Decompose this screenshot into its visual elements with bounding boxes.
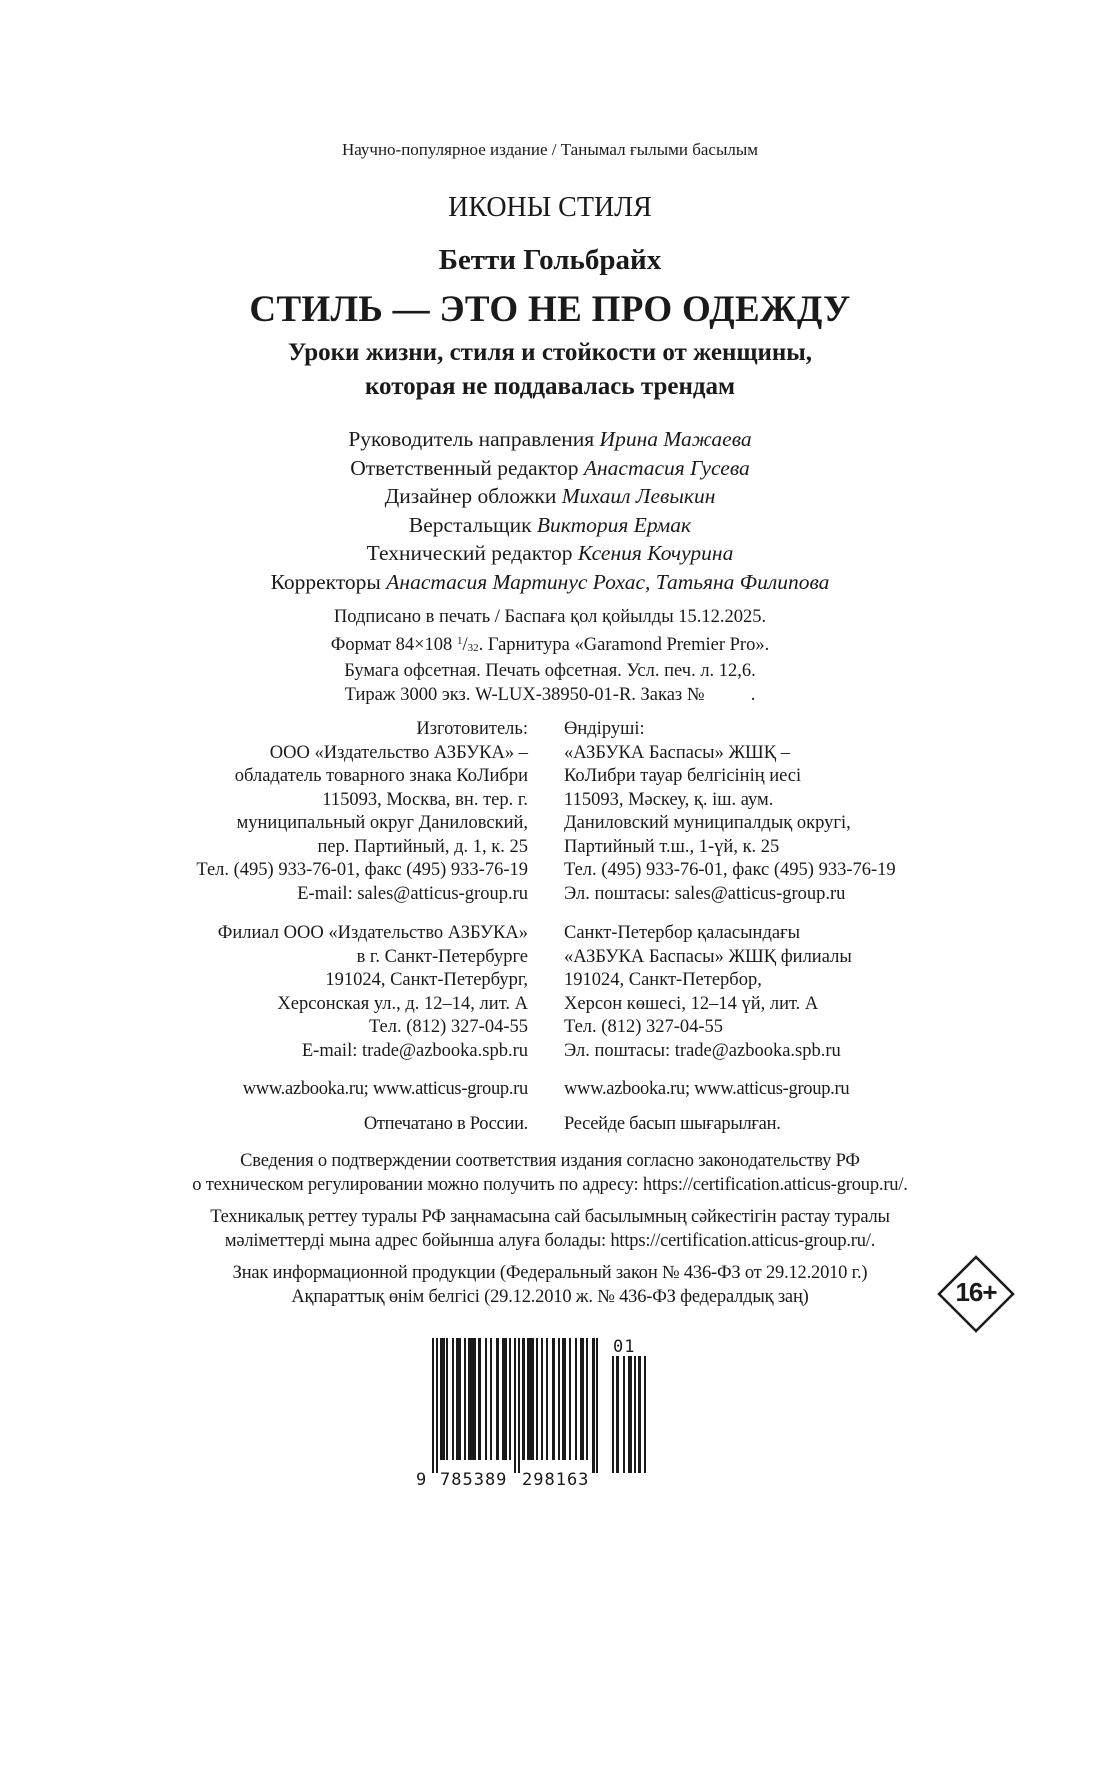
credit-role: Ответственный редактор (350, 455, 579, 480)
format-fraction-numerator: 1 (456, 634, 463, 647)
credit-person: Виктория Ермак (536, 512, 692, 537)
book-title: СТИЛЬ — ЭТО НЕ ПРО ОДЕЖДУ (249, 289, 851, 330)
credit-line (0, 511, 1100, 540)
credit-person: Михаил Левыкин (561, 484, 716, 508)
credits-list (0, 425, 1100, 596)
age-rating-text (0, 1262, 1100, 1309)
credit-line (0, 482, 1100, 511)
manufacturer-kz-line: 115093, Мәскеу, қ. іш. аум. (564, 789, 774, 810)
manufacturer-kz-line: Өндіруші: (564, 719, 645, 739)
manufacturer-ru-line: ООО «Издательство АЗБУКА» – (269, 742, 528, 763)
manufacturer-ru-line: муниципальный округ Даниловский, (236, 813, 528, 833)
paper-line: Бумага офсетная. Печать офсетная. Усл. печ. л. 12,6. (344, 661, 756, 681)
print-run-line: Тираж 3000 экз. W-LUX-38950-01-R. Заказ № . (344, 684, 756, 705)
age-rating-label: 16+ (955, 1277, 997, 1307)
credit-role: Верстальщик (408, 512, 532, 537)
book-subtitle (0, 336, 1100, 404)
age-rating-ru: Знак информационной продукции (Федеральный закон № 436-ФЗ от 29.12.2010 г.) (232, 1263, 868, 1283)
certification-kz-line: мәліметтерді мына адрес бойынша алуға болады: https://certification.atticus-group.ru/. (224, 1230, 876, 1251)
certification-kz-line: Техникалық реттеу туралы РФ заңнамасына сай басылымның сәйкестігін растау туралы (210, 1207, 890, 1227)
credit-line (0, 539, 1100, 568)
age-rating-badge (937, 1255, 1015, 1333)
printed-in-ru: Отпечатано в России. (363, 1114, 528, 1134)
isbn-barcode (416, 1337, 690, 1493)
branch-ru-line: Тел. (812) 327-04-55 (368, 1017, 528, 1037)
manufacturer-ru-line: Изготовитель: (416, 719, 528, 739)
barcode-digits-group2: 298163 (522, 1470, 590, 1490)
manufacturer-ru-email: E-mail: sales@atticus-group.ru (297, 883, 528, 904)
credit-line (0, 454, 1100, 483)
websites-ru: www.azbooka.ru; www.atticus-group.ru (242, 1079, 528, 1099)
branch-ru (218, 922, 528, 1063)
age-rating-kz: Ақпараттық өнім белгісі (29.12.2010 ж. № 436-ФЗ федералдық заң) (291, 1286, 809, 1307)
credit-person: Ирина Мажаева (599, 427, 752, 451)
certification-ru-line: о техническом регулировании можно получить по адресу: https://certification.atticus-group.ru/. (192, 1174, 908, 1195)
credit-line (0, 568, 1100, 597)
manufacturer-kz-line: Тел. (495) 933-76-01, факс (495) 933-76-19 (564, 860, 896, 880)
branch-kz-email: Эл. поштасы: trade@azbooka.spb.ru (564, 1040, 841, 1061)
edition-type: Научно-популярное издание / Танымал ғылыми басылым (341, 140, 759, 159)
branch-kz-line: Тел. (812) 327-04-55 (564, 1017, 724, 1037)
certification-kz (0, 1206, 1100, 1253)
certification-ru-line: Сведения о подтверждении соответствия издания согласно законодательству РФ (240, 1151, 860, 1171)
barcode-icon (416, 1337, 690, 1490)
branch-kz-line: Санкт-Петербор қаласындағы (564, 923, 801, 943)
subtitle-line-1: Уроки жизни, стиля и стойкости от женщины, (287, 339, 813, 366)
manufacturer-kz (564, 718, 896, 906)
branch-ru-line: 191024, Санкт-Петербург, (325, 970, 528, 990)
manufacturer-ru-line: обладатель товарного знака КоЛибри (234, 766, 528, 786)
format-prefix: Формат 84×108 (330, 634, 457, 655)
barcode-digit-first: 9 (416, 1470, 427, 1490)
branch-ru-line: Херсонская ул., д. 12–14, лит. А (277, 993, 528, 1014)
credit-role: Корректоры (270, 569, 381, 594)
credit-role: Руководитель направления (348, 427, 595, 451)
credit-person: Анастасия Гусева (583, 455, 750, 480)
format-suffix: . Гарнитура «Garamond Premier Pro». (478, 634, 770, 655)
manufacturer-kz-line: Даниловский муниципалдық округі, (564, 813, 851, 833)
manufacturer-ru (196, 718, 528, 906)
branch-kz-line: «АЗБУКА Баспасы» ЖШҚ филиалы (564, 946, 852, 967)
format-line: Формат 84×108 $^1/_{32}$. Гарнитура «Garamond Premier Pro». (330, 634, 770, 655)
author-name: Бетти Гольбрайх (438, 244, 662, 276)
barcode-digits-group1: 785389 (440, 1470, 508, 1490)
branch-kz (564, 922, 852, 1063)
manufacturer-ru-line: 115093, Москва, вн. тер. г. (322, 789, 528, 810)
credit-role: Технический редактор (366, 541, 573, 565)
manufacturer-kz-line: КоЛибри тауар белгісінің иесі (564, 766, 802, 786)
signed-to-print: Подписано в печать / Баспаға қол қойылды 15.12.2025. (333, 607, 767, 627)
print-details (0, 606, 1100, 707)
manufacturer-kz-line: Партийный т.ш., 1-үй, к. 25 (564, 836, 780, 857)
branch-ru-line: Филиал ООО «Издательство АЗБУКА» (217, 923, 528, 943)
barcode-addon: 01 (613, 1337, 636, 1357)
manufacturer-ru-line: Тел. (495) 933-76-01, факс (495) 933-76-19 (196, 860, 528, 880)
branch-ru-line: в г. Санкт-Петербурге (356, 946, 528, 967)
manufacturer-ru-line: пер. Партийный, д. 1, к. 25 (317, 836, 528, 857)
branch-kz-line: 191024, Санкт-Петербор, (564, 970, 762, 990)
subtitle-line-2: которая не поддавалась трендам (364, 373, 736, 400)
websites-kz: www.azbooka.ru; www.atticus-group.ru (564, 1079, 850, 1099)
branch-kz-line: Херсон көшесі, 12–14 үй, лит. А (564, 993, 819, 1014)
manufacturer-kz-line: «АЗБУКА Баспасы» ЖШҚ – (564, 742, 790, 763)
printed-in-kz: Ресейде басып шығарылған. (564, 1114, 781, 1134)
credit-person: Ксения Кочурина (577, 541, 734, 565)
manufacturer-kz-email: Эл. поштасы: sales@atticus-group.ru (564, 883, 846, 904)
series-name: ИКОНЫ СТИЛЯ (448, 192, 652, 223)
branch-ru-email: E-mail: trade@azbooka.spb.ru (301, 1040, 528, 1061)
certification-ru (0, 1150, 1100, 1197)
credit-role: Дизайнер обложки (384, 484, 557, 508)
credit-line (0, 425, 1100, 454)
credit-person: Анастасия Мартинус Рохас, Татьяна Филипова (386, 569, 830, 594)
format-fraction-denominator: 32 (467, 641, 479, 654)
